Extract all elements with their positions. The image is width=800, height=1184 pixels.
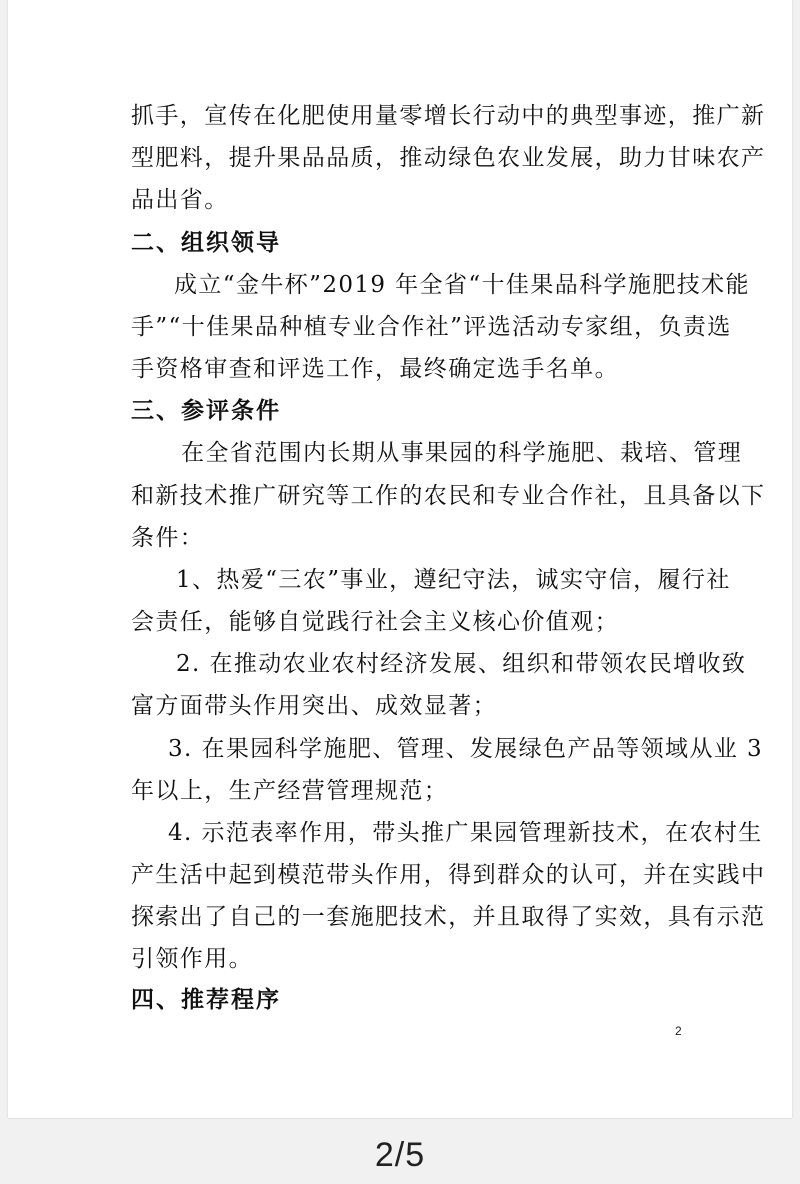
section-heading-criteria: 三、参评条件 bbox=[131, 398, 281, 424]
list-item-2: 2. 在推动农业农村经济发展、组织和带领农民增收致 bbox=[176, 651, 747, 677]
text-line: 型肥料，提升果品品质，推动绿色农业发展，助力甘味农产 bbox=[131, 145, 766, 171]
section-heading-organization: 二、组织领导 bbox=[131, 230, 281, 256]
text-line: 引领作用。 bbox=[131, 946, 253, 972]
section-heading-procedure: 四、推荐程序 bbox=[131, 987, 281, 1013]
text-line: 手”“十佳果品种植专业合作社”评选活动专家组，负责选 bbox=[131, 314, 732, 340]
document-page bbox=[8, 0, 792, 1118]
page-indicator: 2/5 bbox=[374, 1136, 426, 1174]
text-line: 产生活中起到模范带头作用，得到群众的认可，并在实践中 bbox=[131, 862, 766, 888]
text-line: 抓手，宣传在化肥使用量零增长行动中的典型事迹，推广新 bbox=[131, 103, 766, 129]
text-line: 探索出了自己的一套施肥技术，并且取得了实效，具有示范 bbox=[131, 904, 766, 930]
text-line: 年以上，生产经营管理规范； bbox=[131, 778, 449, 804]
page-number: 2 bbox=[675, 1024, 682, 1038]
list-item-1: 1、热爱“三农”事业，遵纪守法，诚实守信，履行社 bbox=[176, 567, 731, 593]
text-line: 富方面带头作用突出、成效显著； bbox=[131, 693, 497, 719]
text-line: 手资格审查和评选工作，最终确定选手名单。 bbox=[131, 356, 619, 382]
text-line: 在全省范围内长期从事果园的科学施肥、栽培、管理 bbox=[181, 440, 743, 466]
text-line: 品出省。 bbox=[131, 187, 229, 213]
text-line: 条件： bbox=[131, 525, 205, 551]
text-line: 成立“金牛杯”2019 年全省“十佳果品科学施肥技术能 bbox=[174, 272, 750, 298]
list-item-4: 4. 示范表率作用，带头推广果园管理新技术，在农村生 bbox=[168, 820, 763, 846]
list-item-3: 3. 在果园科学施肥、管理、发展绿色产品等领域从业 3 bbox=[168, 736, 763, 762]
text-line: 会责任，能够自觉践行社会主义核心价值观； bbox=[131, 609, 619, 635]
text-line: 和新技术推广研究等工作的农民和专业合作社，且具备以下 bbox=[131, 483, 766, 509]
